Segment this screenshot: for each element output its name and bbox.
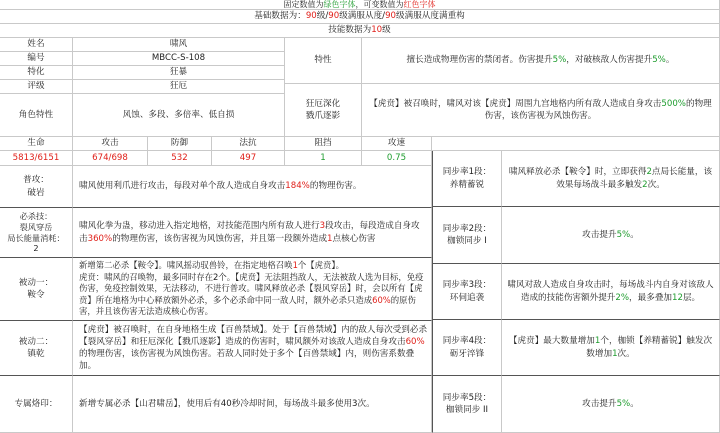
sync-text-part: 个，枷锁【养精蓄锐】触发次数增加 xyxy=(586,336,713,359)
sync-text-part: 攻击提升 xyxy=(582,229,617,240)
deep-text-part: 的物理伤害，该伤害视为风蚀伤害。 xyxy=(484,98,712,121)
sync-text-part: 层。 xyxy=(682,292,701,303)
sync-text-part: ，最多叠加 xyxy=(629,292,673,303)
header-level-note xyxy=(0,10,720,24)
skill-value: 1 xyxy=(292,260,298,271)
sync-value: 2 xyxy=(646,167,652,178)
sync-label-4: 同步率4段： 砺牙淬锋 xyxy=(432,320,502,376)
skill-label-passive2: 被动二： 镇乾 xyxy=(0,321,73,376)
name-value: 啸风 xyxy=(73,38,285,52)
trait-label: 特化 xyxy=(0,66,73,80)
note-level: 90 xyxy=(305,11,317,22)
feature-text-part: 。 xyxy=(665,55,675,66)
deep-value: 500% xyxy=(661,98,686,109)
skill-text-part: 点核心伤害 xyxy=(332,233,376,244)
skill-label-basic: 普攻： 破岩 xyxy=(0,166,73,208)
stat-def: 532 xyxy=(148,151,212,166)
deep-label: 狂厄深化 戮爪逐影 xyxy=(285,84,362,137)
note-text: 基础数据为： xyxy=(254,11,306,22)
feature-text-part: ，对破核敌人伤害提升 xyxy=(566,55,653,66)
sync-text-part: 次。 xyxy=(647,179,665,190)
role-value: 风蚀、多段、多倍率、低自损 xyxy=(73,94,285,137)
stat-header-block: 阻挡 xyxy=(285,137,362,151)
empty-cell xyxy=(432,137,720,151)
sync-text-part: 。 xyxy=(630,398,639,409)
note-text: ，可变数值为 xyxy=(355,0,404,9)
skill-value: 360% xyxy=(87,233,113,244)
skill-label-exclusive: 专属烙印： xyxy=(0,376,73,433)
deep-text-part: 【虎贲】被召唤时，啸风对该【虎贲】周围九宫地格内所有敌人造成自身攻击 xyxy=(369,98,662,109)
stat-block: 1 xyxy=(285,151,362,166)
skill-value: 1 xyxy=(327,233,333,244)
name-label: 姓名 xyxy=(0,38,73,52)
stat-res: 497 xyxy=(212,151,285,166)
skill-text-part: 啸风使用利爪进行攻击，每段对单个敌人造成自身攻击 xyxy=(79,181,286,192)
id-label: 编号 xyxy=(0,52,73,66)
note-level: 90 xyxy=(328,11,340,22)
rating-label: 评级 xyxy=(0,80,73,94)
note-level: 90 xyxy=(385,11,396,22)
sync-label-2: 同步率2段： 枷锁同步 I xyxy=(432,207,502,264)
sync-label-5: 同步率5段： 枷锁同步 II xyxy=(432,376,502,433)
stat-header-res: 法抗 xyxy=(212,137,285,151)
stat-header-atk: 攻击 xyxy=(73,137,148,151)
skill-text-ultimate xyxy=(73,208,432,258)
sync-text-part: 。 xyxy=(630,229,639,240)
skill-text-basic xyxy=(73,166,432,208)
sync-text-5 xyxy=(502,376,720,433)
note-red: 红色字体 xyxy=(403,0,436,9)
skill-value: 184% xyxy=(285,181,310,192)
header-color-note xyxy=(0,0,720,10)
skill-label-passive1: 被动一： 鞍令 xyxy=(0,258,73,321)
skill-text-part: 个【虎贲】。 虎贲：啸风的召唤物，最多同时存在2个。【虎贲】无法阻挡敌人，无法被敌人选为目标，免疫伤害，免疫控制效果，无法移动，不进行普攻。啸风释放必杀【裂风穿岳】时，会以所有【虎贲】所在地格为中心释放额外必杀，多个必杀命中同一敌人时，额外必杀只造成 xyxy=(79,260,424,305)
note-text: 级满服从度满重构 xyxy=(396,11,465,22)
id-value: MBCC-S-108 xyxy=(73,52,285,66)
header-skill-note xyxy=(0,24,720,38)
skill-text-part: 啸风化拳为蛊，移动进入指定地格，对技能范围内所有敌人进行 xyxy=(79,221,320,232)
stat-speed: 0.75 xyxy=(362,151,432,166)
skill-text-part: 【虎贲】被召唤时，在自身地格生成【百兽禁域】。处于【百兽禁域】内的敌人每次受到必杀【裂风穿岳】和狂厄深化【戮爪逐影】造成的伤害时，啸风额外对该敌人造成自身攻击 xyxy=(79,324,428,347)
skill-text-exclusive xyxy=(73,376,432,433)
feature-label: 特性 xyxy=(285,38,362,84)
sync-value: 1 xyxy=(612,348,618,359)
sync-text-part: 啸风释放必杀【鞍令】时，立即获得 xyxy=(508,167,647,178)
skill-label-ultimate: 必杀技： 裂风穿岳 局长能量消耗： 2 xyxy=(0,208,73,258)
note-level: 10 xyxy=(371,25,383,36)
skill-text-part: 的物理伤害，该伤害视为风蚀伤害。若敌人同时处于多个【百兽禁域】内，则伤害系数叠加。 xyxy=(79,349,415,372)
sync-text-part: 点局长能量，该效果每场战斗最多触发 xyxy=(556,167,713,190)
skill-value: 60% xyxy=(405,336,425,347)
skill-text-part: 的原伤害，并且该伤害无法造成核心伤害。 xyxy=(79,294,416,317)
sync-value: 2 xyxy=(642,179,648,190)
feature-text-part: 擅长造成物理伤害的禁闭者。伤害提升 xyxy=(406,55,553,66)
rating-value: 狂厄 xyxy=(73,80,285,94)
skill-value: 3 xyxy=(319,221,326,232)
sync-label-1: 同步率1段： 养精蓄锐 xyxy=(432,151,502,207)
note-text: 技能数据为 xyxy=(328,25,372,36)
sync-text-2 xyxy=(502,207,720,264)
sync-value: 5% xyxy=(616,398,631,409)
sync-value: 1 xyxy=(594,336,601,347)
skill-value: 60% xyxy=(372,294,391,305)
sync-text-3 xyxy=(502,264,720,320)
sync-text-part: 【虎贲】最大数量增加 xyxy=(508,336,595,347)
stat-header-def: 防御 xyxy=(148,137,212,151)
skill-text-part: 新增第二必杀【鞍令】。啸风摇动驭兽铃，在指定地格召唤 xyxy=(79,260,293,271)
role-label: 角色特性 xyxy=(0,94,73,137)
sync-label-3: 同步率3段： 环伺追袭 xyxy=(432,264,502,320)
note-text: 级满服从度/ xyxy=(339,11,386,22)
skill-text-part: 新增专属必杀【山君啸岳】，使用后有40秒冷却时间，每场战斗最多使用3次。 xyxy=(79,398,375,409)
skill-text-passive1 xyxy=(73,258,432,321)
feature-text xyxy=(362,38,720,84)
skill-text-part: 段攻击，每段造成自身攻击 xyxy=(79,221,420,244)
sync-text-4 xyxy=(502,320,720,376)
note-text: 级 xyxy=(382,25,391,36)
note-text: 级/ xyxy=(316,11,329,22)
sync-value: 12 xyxy=(672,292,683,303)
stat-header-speed: 攻速 xyxy=(362,137,432,151)
feature-value: 5% xyxy=(652,55,666,66)
sync-value: 5% xyxy=(616,229,631,240)
stat-header-hp: 生命 xyxy=(0,137,73,151)
sync-value: 2% xyxy=(615,292,630,303)
deep-text xyxy=(362,84,720,137)
note-text: 固定数值为 xyxy=(283,0,324,9)
note-green: 绿色字体 xyxy=(323,0,356,9)
sync-text-part: 攻击提升 xyxy=(582,398,617,409)
stat-atk: 674/698 xyxy=(73,151,148,166)
skill-text-passive2 xyxy=(73,321,432,376)
sync-text-part: 次。 xyxy=(617,348,635,359)
stat-hp: 5813/6151 xyxy=(0,151,73,166)
skill-text-part: 的物理伤害，该伤害视为风蚀伤害，并且第一段额外造成 xyxy=(112,233,328,244)
skill-text-part: 的物理伤害。 xyxy=(309,181,362,192)
trait-value: 狂暴 xyxy=(73,66,285,80)
sync-text-part: 啸风对敌人造成自身攻击时，每场战斗内自身对该敌人造成的技能伤害额外提升 xyxy=(507,280,714,303)
feature-value: 5% xyxy=(552,55,567,66)
sync-text-1 xyxy=(502,151,720,207)
